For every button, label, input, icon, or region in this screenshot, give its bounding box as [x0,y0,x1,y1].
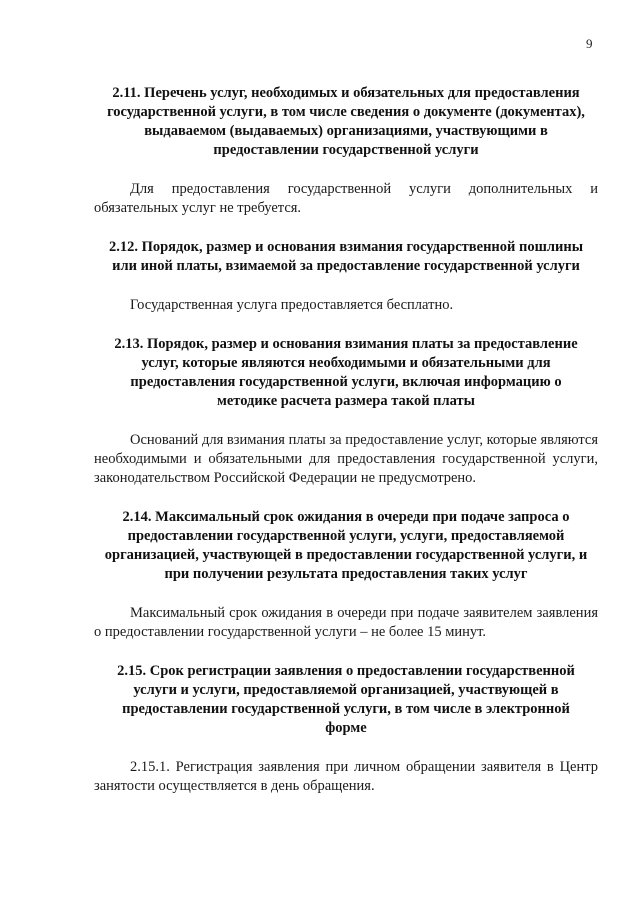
section-2-15 [94,662,598,796]
section-2-13 [94,335,598,488]
section-paragraph: Максимальный срок ожидания в очереди при подаче заявителем заявления о предоставлении государственной услуги – не более 15 минут. [94,605,598,640]
section-2-14 [94,508,598,642]
section-2-11 [94,84,598,218]
document-body [94,84,598,796]
section-2-12 [94,238,598,315]
section-heading: 2.15. Срок регистрации заявления о предоставлении государственной услуги и услуги, предоставляемой организацией, участвующей в предоставлении государственной услуги, в том числе в электронной форме [117,663,575,736]
section-heading: 2.14. Максимальный срок ожидания в очереди при подаче запроса о предоставлении государственной услуги, услуги, предоставляемой организацией, участвующей в предоставлении государственной услуги, и при получении результата предоставления таких услуг [104,509,588,582]
section-paragraph: 2.15.1. Регистрация заявления при личном обращении заявителя в Центр занятости осуществляется в день обращения. [94,759,598,794]
section-heading: 2.11. Перечень услуг, необходимых и обязательных для предоставления государственной услуги, в том числе сведения о документе (документах), выдаваемом (выдаваемых) организациями, участвующими в предоставлении государственной услуги [107,85,585,158]
section-heading: 2.13. Порядок, размер и основания взимания платы за предоставление услуг, которые являются необходимыми и обязательными для предоставления государственной услуги, включая информацию о методике расчета размера такой платы [114,336,578,409]
section-heading: 2.12. Порядок, размер и основания взимания государственной пошлины или иной платы, взимаемой за предоставление государственной услуги [108,239,584,274]
section-paragraph: Государственная услуга предоставляется бесплатно. [130,297,454,313]
section-paragraph: Оснований для взимания платы за предоставление услуг, которые являются необходимыми и обязательными для предоставления государственной услуги, законодательством Российской Федерации не предусмотрено. [94,432,598,486]
section-paragraph: Для предоставления государственной услуги дополнительных и обязательных услуг не требуется. [94,181,598,216]
page-number: 9 [586,36,593,51]
